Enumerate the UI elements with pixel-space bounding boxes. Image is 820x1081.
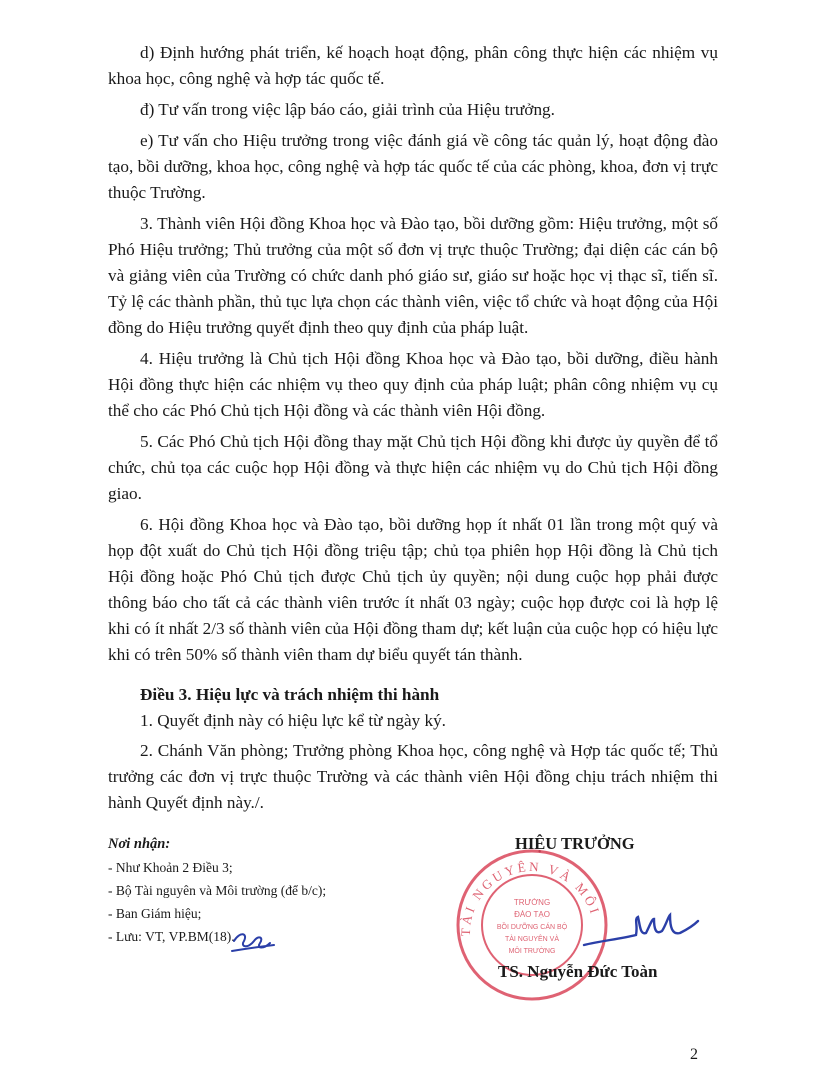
article-3-heading: Điều 3. Hiệu lực và trách nhiệm thi hành (140, 685, 440, 704)
page-number: 2 (690, 1046, 698, 1063)
paragraph-5: 5. Các Phó Chủ tịch Hội đồng thay mặt Chủ tịch Hội đồng khi được ủy quyền để tổ chức, chủ tọa các cuộc họp Hội đồng và thực hiện các nhiệm vụ do Chủ tịch Hội đồng giao. (108, 432, 718, 503)
paragraph-e: e) Tư vấn cho Hiệu trưởng trong việc đánh giá về công tác quản lý, hoạt động đào tạo, bồi dưỡng, khoa học, công nghệ và hợp tác quốc tế của các phòng, khoa, đơn vị trực thuộc Trường. (108, 131, 718, 202)
paragraph-dd: đ) Tư vấn trong việc lập báo cáo, giải trình của Hiệu trưởng. (140, 100, 555, 119)
svg-text:BỒI DƯỠNG CÁN BỘ: BỒI DƯỠNG CÁN BỘ (496, 924, 568, 931)
recipient-item: - Bộ Tài nguyên và Môi trường (để b/c); (108, 883, 327, 898)
paragraph-3: 3. Thành viên Hội đồng Khoa học và Đào tạo, bồi dưỡng gồm: Hiệu trưởng, một số Phó Hiệu trưởng; Thủ trưởng của một số đơn vị trực thuộc Trường; đại diện các cán bộ và giảng viên của Trường có chức danh phó giáo sư, giáo sư hoặc học vị thạc sĩ, tiến sĩ. Tỷ lệ các thành phần, thủ tục lựa chọn các thành viên, việc tổ chức và hoạt động của Hội đồng do Hiệu trưởng quyết định theo quy định của pháp luật. (108, 214, 718, 337)
paragraph-d: d) Định hướng phát triển, kế hoạch hoạt động, phân công thực hiện các nhiệm vụ khoa học, công nghệ và hợp tác quốc tế. (108, 43, 718, 88)
svg-text:TÀI NGUYÊN VÀ: TÀI NGUYÊN VÀ (504, 936, 560, 943)
signer-name: TS. Nguyễn Đức Toàn (498, 962, 658, 981)
recipients-title: Nơi nhận: (108, 836, 171, 852)
svg-text:TÀI NGUYÊN VÀ MÔI: TÀI NGUYÊN VÀ MÔI (457, 858, 604, 937)
article-3-item-2: 2. Chánh Văn phòng; Trưởng phòng Khoa học, công nghệ và Hợp tác quốc tế; Thủ trưởng các đơn vị trực thuộc Trường và các thành viên Hội đồng chịu trách nhiệm thi hành Quyết định này./. (108, 741, 718, 812)
recipient-item: - Lưu: VT, VP.BM(18). (108, 929, 235, 944)
handwritten-signature (580, 905, 700, 955)
handwritten-initials (228, 925, 278, 959)
svg-text:TRƯỜNG: TRƯỜNG (513, 898, 551, 907)
recipient-item: - Ban Giám hiệu; (108, 906, 202, 921)
signer-title: HIỆU TRƯỞNG (515, 834, 635, 853)
paragraph-6: 6. Hội đồng Khoa học và Đào tạo, bồi dưỡng họp ít nhất 01 lần trong một quý và họp đột xuất do Chủ tịch Hội đồng triệu tập; chủ tọa phiên họp Hội đồng là Chủ tịch Hội đồng hoặc Phó Chủ tịch được Chủ tịch ủy quyền; nội dung cuộc họp phải được thông báo cho tất cả các thành viên trước ít nhất 03 ngày; cuộc họp được coi là hợp lệ khi có ít nhất 2/3 số thành viên của Hội đồng tham dự; kết luận của cuộc họp có hiệu lực khi có trên 50% số thành viên tham dự biểu quyết tán thành. (108, 515, 718, 664)
paragraph-4: 4. Hiệu trưởng là Chủ tịch Hội đồng Khoa học và Đào tạo, bồi dưỡng, điều hành Hội đồng thực hiện các nhiệm vụ theo quy định của pháp luật; phân công nhiệm vụ cụ thể cho các Phó Chủ tịch Hội đồng và các thành viên Hội đồng. (108, 349, 718, 420)
document-body (108, 40, 718, 821)
svg-text:ĐÀO TẠO: ĐÀO TẠO (514, 910, 550, 919)
recipient-item: - Như Khoản 2 Điều 3; (108, 860, 233, 875)
svg-text:MÔI TRƯỜNG: MÔI TRƯỜNG (508, 948, 556, 955)
article-3-item-1: 1. Quyết định này có hiệu lực kể từ ngày ký. (140, 711, 446, 730)
